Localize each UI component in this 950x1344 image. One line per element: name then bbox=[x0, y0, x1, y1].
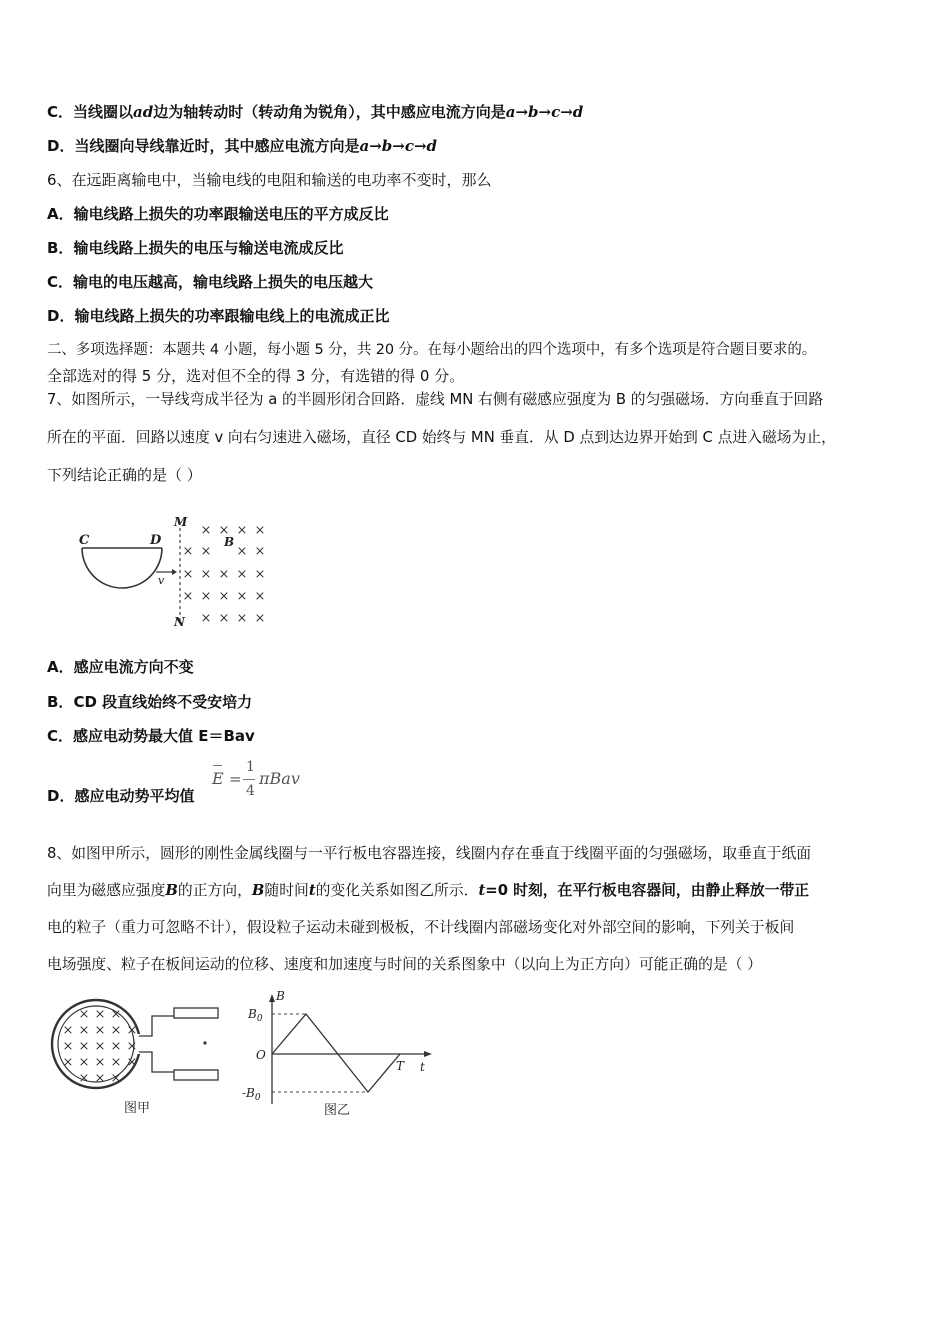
field-cross: × bbox=[94, 1039, 106, 1054]
field-cross: × bbox=[78, 1007, 90, 1022]
field-cross: × bbox=[182, 567, 194, 582]
axis-label-t: t bbox=[420, 1060, 425, 1074]
caption-jia: 图甲 bbox=[124, 1101, 151, 1116]
q8-stem-line4: 电场强度、粒子在板间运动的位移、速度和加速度与时间的关系图象中（以向上为正方向）可能正确的是（ ） bbox=[47, 956, 762, 973]
average-emf-formula: E = 1 4 πBav bbox=[212, 759, 300, 799]
semicircle-loop bbox=[82, 548, 162, 588]
q5-option-d: D．当线圈向导线靠近时，其中感应电流方向是a→b→c→d bbox=[47, 137, 438, 155]
capacitor-plate-bottom bbox=[174, 1070, 218, 1080]
field-cross: × bbox=[94, 1055, 106, 1070]
label-n: N bbox=[174, 615, 185, 629]
field-cross: × bbox=[236, 523, 248, 538]
field-cross: × bbox=[200, 523, 212, 538]
field-cross: × bbox=[200, 544, 212, 559]
field-cross: × bbox=[254, 611, 266, 626]
field-cross: × bbox=[254, 589, 266, 604]
field-cross: × bbox=[200, 611, 212, 626]
field-cross: × bbox=[218, 567, 230, 582]
field-cross: × bbox=[110, 1039, 122, 1054]
field-cross: × bbox=[218, 611, 230, 626]
q7-option-b: B．CD 段直线始终不受安培力 bbox=[47, 693, 253, 711]
q6-stem: 6、在远距离输电中，当输电线的电阻和输送的电功率不变时，那么 bbox=[47, 171, 492, 189]
axis-label-b: B bbox=[276, 989, 285, 1003]
label-b0: $B_0$ bbox=[248, 1007, 263, 1024]
section2-line1: 二、多项选择题：本题共 4 小题，每小题 5 分，共 20 分。在每小题给出的四个选项中，有多个选项是符合题目要求的。 bbox=[47, 342, 817, 358]
field-cross: × bbox=[126, 1039, 138, 1054]
field-cross: × bbox=[182, 544, 194, 559]
q6-option-c: C．输电的电压越高，输电线路上损失的电压越大 bbox=[47, 273, 374, 291]
field-cross: × bbox=[126, 1023, 138, 1038]
field-cross: × bbox=[62, 1023, 74, 1038]
field-cross: × bbox=[62, 1055, 74, 1070]
field-cross: × bbox=[254, 544, 266, 559]
q8-stem-line2: 向里为磁感应强度B的正方向，B随时间t的变化关系如图乙所示．t=0 时刻，在平行板电容器间，由静止释放一带正 bbox=[47, 882, 810, 899]
q8-stem-line3: 电的粒子（重力可忽略不计），假设粒子运动未碰到极板，不计线圈内部磁场变化对外部空间的影响，下列关于板间 bbox=[47, 919, 795, 936]
label-neg-b0: $-B_0$ bbox=[242, 1086, 261, 1103]
label-m: M bbox=[174, 515, 188, 529]
field-cross: × bbox=[94, 1023, 106, 1038]
caption-yi: 图乙 bbox=[324, 1103, 351, 1118]
field-cross: × bbox=[78, 1039, 90, 1054]
q5-option-c: C．当线圈以ad边为轴转动时（转动角为锐角），其中感应电流方向是a→b→c→d bbox=[47, 103, 584, 121]
section2-line2: 全部选对的得 5 分，选对但不全的得 3 分，有选错的得 0 分。 bbox=[47, 367, 465, 385]
label-v: v bbox=[158, 574, 165, 587]
q7-option-a: A．感应电流方向不变 bbox=[47, 658, 194, 676]
label-d: D bbox=[150, 533, 162, 548]
period-label: T bbox=[396, 1059, 405, 1073]
field-cross: × bbox=[78, 1071, 90, 1086]
field-cross: × bbox=[62, 1039, 74, 1054]
wire-top bbox=[139, 1016, 174, 1036]
field-cross: × bbox=[110, 1007, 122, 1022]
field-cross: × bbox=[110, 1055, 122, 1070]
field-cross: × bbox=[236, 567, 248, 582]
field-cross: × bbox=[218, 523, 230, 538]
field-cross: × bbox=[94, 1007, 106, 1022]
q7-option-c: C．感应电动势最大值 E＝Bav bbox=[47, 727, 255, 745]
q7-stem-line3: 下列结论正确的是（ ） bbox=[47, 466, 202, 484]
field-cross: × bbox=[218, 589, 230, 604]
label-c: C bbox=[79, 533, 90, 548]
q8-figure-jia bbox=[44, 998, 254, 1120]
capacitor-plate-top bbox=[174, 1008, 218, 1018]
q7-stem-line1: 7、如图所示，一导线弯成半径为 a 的半圆形闭合回路．虚线 MN 右侧有磁感应强度为 B 的匀强磁场．方向垂直于回路 bbox=[47, 391, 824, 408]
charged-particle bbox=[203, 1041, 206, 1044]
field-cross: × bbox=[182, 589, 194, 604]
q6-option-a: A．输电线路上损失的功率跟输送电压的平方成反比 bbox=[47, 205, 389, 223]
velocity-arrowhead bbox=[172, 569, 177, 575]
origin-label: O bbox=[256, 1048, 266, 1062]
q8-figure-yi bbox=[244, 986, 444, 1120]
field-cross: × bbox=[236, 589, 248, 604]
field-cross: × bbox=[110, 1071, 122, 1086]
q7-figure bbox=[70, 512, 280, 632]
field-cross: × bbox=[200, 589, 212, 604]
q7-stem-line2: 所在的平面．回路以速度 v 向右匀速进入磁场，直径 CD 始终与 MN 垂直．从 D 点到达边界开始到 C 点进入磁场为止， bbox=[47, 429, 836, 446]
field-cross: × bbox=[94, 1071, 106, 1086]
wire-bottom bbox=[139, 1052, 174, 1072]
q8-stem-line1: 8、如图甲所示，圆形的刚性金属线圈与一平行板电容器连接，线圈内存在垂直于线圈平面的匀强磁场，取垂直于纸面 bbox=[47, 845, 812, 862]
b-curve bbox=[272, 1014, 400, 1092]
label-b: B bbox=[224, 535, 235, 549]
q6-option-d: D．输电线路上损失的功率跟输电线上的电流成正比 bbox=[47, 307, 390, 325]
field-cross: × bbox=[236, 544, 248, 559]
field-cross: × bbox=[200, 567, 212, 582]
q7-option-d: D．感应电动势平均值 bbox=[47, 787, 195, 805]
field-cross: × bbox=[78, 1023, 90, 1038]
q6-option-b: B．输电线路上损失的电压与输送电流成反比 bbox=[47, 239, 344, 257]
field-cross: × bbox=[254, 523, 266, 538]
field-cross: × bbox=[78, 1055, 90, 1070]
field-cross: × bbox=[110, 1023, 122, 1038]
field-cross: × bbox=[236, 611, 248, 626]
field-cross: × bbox=[254, 567, 266, 582]
field-cross: × bbox=[126, 1055, 138, 1070]
